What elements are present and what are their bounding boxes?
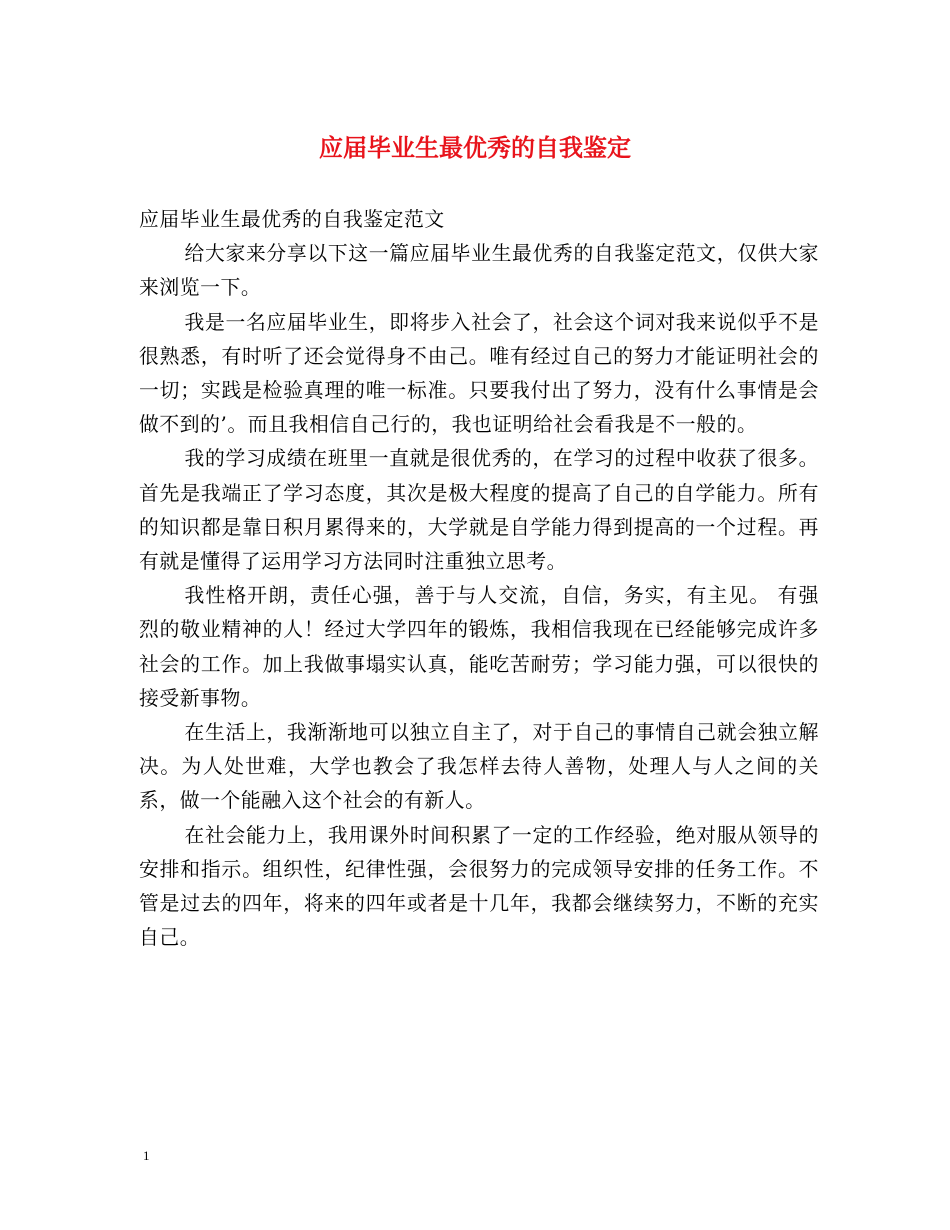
document-body bbox=[139, 203, 819, 955]
paragraph-intro: 给大家来分享以下这一篇应届毕业生最优秀的自我鉴定范文，仅供大家来浏览一下。 bbox=[139, 242, 819, 300]
paragraph-social-ability: 在社会能力上，我用课外时间积累了一定的工作经验，绝对服从领导的安排和指示。组织性，纪律性强，会很努力的完成领导安排的任务工作。不管是过去的四年，将来的四年或者是十几年，我都会继续努力，不断的充实自己。 bbox=[139, 823, 819, 950]
page-number: 1 bbox=[143, 1148, 150, 1163]
paragraph-life: 在生活上，我渐渐地可以独立自主了，对于自己的事情自己就会独立解决。为人处世难，大学也教会了我怎样去待人善物，处理人与人之间的关系，做一个能融入这个社会的有新人。 bbox=[139, 721, 819, 813]
paragraph-personality: 我性格开朗，责任心强，善于与人交流，自信，务实，有主见。 有强烈的敬业精神的人！经过大学四年的锻炼，我相信我现在已经能够完成许多社会的工作。加上我做事塌实认真，能吃苦耐劳；学习能力强，可以很快的接受新事物。 bbox=[139, 584, 819, 710]
paragraph-study: 我的学习成绩在班里一直就是很优秀的，在学习的过程中收获了很多。首先是我端正了学习态度，其次是极大程度的提高了自己的自学能力。所有的知识都是靠日积月累得来的，大学就是自学能力得到提高的一个过程。再有就是懂得了运用学习方法同时注重独立思考。 bbox=[139, 447, 819, 574]
document-subtitle: 应届毕业生最优秀的自我鉴定范文 bbox=[139, 208, 445, 231]
document-title: 应届毕业生最优秀的自我鉴定 bbox=[319, 134, 631, 162]
paragraph-society: 我是一名应届毕业生，即将步入社会了，社会这个词对我来说似乎不是很熟悉，有时听了还会觉得身不由己。唯有经过自己的努力才能证明社会的一切；实践是检验真理的唯一标准。只要我付出了努力，没有什么事情是会做不到的’。而且我相信自己行的，我也证明给社会看我是不一般的。 bbox=[139, 310, 819, 437]
